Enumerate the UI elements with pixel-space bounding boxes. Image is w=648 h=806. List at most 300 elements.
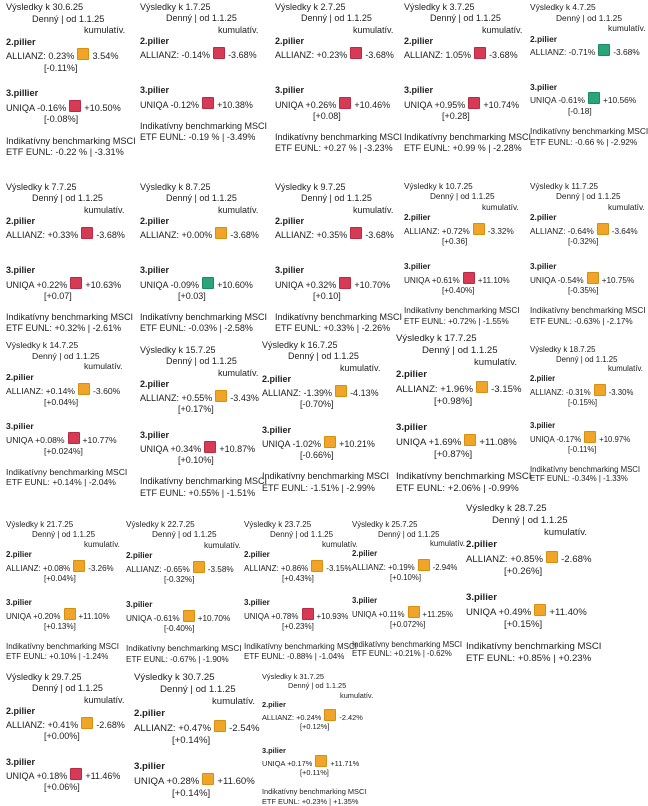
column-header [530, 192, 646, 202]
etf-values: -0.66 % | -2.92% [575, 136, 638, 147]
uniqa-label: UNIQA [126, 613, 152, 623]
allianz-label: ALLIANZ: [6, 564, 41, 573]
etf-values: -0.67% | -1.90% [170, 654, 229, 664]
allianz-row [6, 383, 127, 397]
header-separator: | [581, 192, 585, 202]
etf-values: +0.32% | -2.61% [54, 323, 122, 334]
header-cumulative: kumulatív. [482, 202, 519, 212]
spacer [404, 61, 531, 71]
benchmark-row [404, 143, 531, 154]
header-ytd: od 1.1.25 [334, 13, 372, 24]
column-header [126, 530, 242, 540]
header-daily: Denný [556, 192, 580, 202]
result-card [466, 503, 601, 665]
allianz-cumulative: -3.68% [489, 50, 518, 60]
uniqa-row [6, 277, 133, 291]
header-daily: Denný [301, 13, 328, 24]
uniqa-label: UNIQA [6, 279, 35, 290]
uniqa-diff: [+0.10%] [178, 455, 214, 465]
header-cumulative: kumulatív. [84, 361, 123, 372]
trend-square-icon [214, 720, 226, 732]
header-separator: | [455, 192, 459, 202]
pillar-2-label: 2.pilier [275, 35, 305, 46]
header-separator: | [522, 514, 525, 526]
uniqa-row [352, 606, 465, 620]
allianz-diff: [+0.10%] [390, 572, 421, 582]
uniqa-diff: [+0.10] [313, 290, 341, 301]
header-ytd: od 1.1.25 [199, 193, 237, 204]
spacer [530, 248, 646, 262]
etf-label: ETF EUNL: [275, 143, 322, 154]
header-daily: Denný [378, 529, 401, 539]
etf-values: +0.21% | -0.62% [394, 649, 452, 659]
allianz-diff: [+0.36] [442, 237, 468, 247]
trend-square-icon [546, 551, 558, 563]
uniqa-label: UNIQA [466, 606, 496, 618]
benchmark-label: Indikatívny benchmarking MSCI [352, 639, 463, 649]
card-title: Výsledky k 21.7.25 [6, 520, 74, 529]
uniqa-label: UNIQA [262, 438, 291, 449]
trend-square-icon [463, 272, 475, 284]
trend-square-icon [350, 227, 362, 239]
uniqa-daily: +0.20% [33, 612, 61, 621]
etf-label: ETF EUNL: [244, 652, 285, 661]
header-cumulative: kumulatív. [430, 539, 465, 549]
pillar-3-label: 3.pilier [6, 756, 36, 767]
header-separator: | [60, 193, 63, 204]
result-card [244, 520, 358, 662]
uniqa-row [530, 272, 646, 286]
uniqa-cumulative: +10.38% [217, 99, 253, 110]
column-header [140, 13, 267, 24]
card-title: Výsledky k 30.7.25 [134, 672, 215, 683]
benchmark-row [126, 655, 242, 665]
uniqa-cumulative: +11.60% [217, 775, 255, 787]
trend-square-icon [204, 441, 216, 453]
allianz-daily: +0.33% [47, 230, 79, 240]
etf-label: ETF EUNL: [404, 143, 451, 154]
allianz-cumulative: -3.15% [326, 564, 352, 573]
uniqa-label: UNIQA [530, 95, 557, 105]
uniqa-cumulative: +10.74% [483, 99, 520, 110]
uniqa-cumulative: +10.70% [197, 613, 231, 623]
allianz-daily: -0.71% [568, 47, 596, 57]
pillar-2-label: 2.pilier [530, 33, 557, 44]
spacer [6, 251, 133, 265]
header-separator: | [194, 13, 197, 24]
uniqa-row [6, 608, 120, 622]
trend-square-icon [315, 755, 327, 767]
header-cumulative: kumulatív. [353, 24, 394, 35]
pillar-3-label: 3.pilier [466, 591, 497, 603]
allianz-row [140, 390, 267, 404]
uniqa-daily: +0.61% [431, 275, 460, 285]
allianz-cumulative: -3.68% [96, 230, 125, 240]
header-ytd: od 1.1.25 [460, 192, 495, 202]
column-header [404, 13, 531, 24]
pillar-3-label: 3.pilier [126, 599, 153, 609]
spacer [6, 632, 120, 642]
pillar-2-label: 2.pilier [6, 705, 36, 716]
result-card [6, 520, 120, 662]
card-title: Výsledky k 16.7.25 [262, 340, 338, 350]
allianz-daily: 1.05% [445, 50, 472, 60]
spacer [275, 251, 402, 265]
spacer [530, 296, 646, 306]
uniqa-daily: +0.34% [170, 443, 202, 454]
benchmark-label: Indikatívny benchmarking MSCI [262, 471, 390, 482]
allianz-daily: -0.65% [163, 565, 190, 574]
spacer [396, 408, 531, 422]
uniqa-diff: [+0.08] [313, 110, 341, 121]
benchmark-row [466, 653, 601, 665]
trend-square-icon [302, 608, 314, 620]
uniqa-cumulative: +11.40% [549, 606, 587, 618]
uniqa-diff: [+0.87%] [434, 448, 473, 460]
pillar-2-label: 2.pilier [262, 699, 286, 709]
uniqa-daily: -0.12% [170, 99, 200, 110]
allianz-cumulative: -3.58% [207, 565, 234, 574]
allianz-daily: +0.47% [178, 722, 212, 734]
uniqa-label: UNIQA [352, 610, 377, 620]
result-card [6, 182, 133, 335]
uniqa-daily: +0.11% [378, 610, 405, 620]
column-header [6, 683, 125, 694]
pillar-3-label: 3.pilier [275, 85, 305, 96]
allianz-row [134, 720, 259, 735]
uniqa-diff: [+0.13%] [44, 622, 76, 631]
allianz-row [352, 559, 465, 573]
allianz-label: ALLIANZ: [6, 51, 46, 61]
allianz-label: ALLIANZ: [6, 385, 44, 396]
allianz-diff: [+0.00%] [44, 731, 80, 742]
uniqa-cumulative: +11.10% [78, 612, 110, 621]
allianz-daily: +0.85% [510, 553, 544, 565]
etf-values: -0.03% | -2.58% [188, 323, 253, 334]
header-separator: | [60, 683, 63, 694]
uniqa-daily: +0.17% [287, 758, 313, 768]
result-card [530, 182, 646, 327]
allianz-daily: +0.41% [47, 720, 79, 730]
etf-values: -0.19 % | -3.49% [188, 132, 256, 142]
column-header [244, 530, 358, 540]
etf-values: -0.22 % | -3.31% [55, 147, 124, 157]
pillar-2-label: 2.pilier [275, 215, 305, 226]
uniqa-diff: [+0.14%] [172, 787, 211, 799]
column-header [530, 13, 648, 24]
uniqa-row [126, 610, 242, 624]
benchmark-label: Indikatívny benchmarking MSCI [140, 312, 268, 322]
uniqa-daily: +0.08% [35, 435, 65, 446]
benchmark-row [6, 147, 136, 159]
trend-square-icon [335, 385, 347, 397]
allianz-diff: [+0.04%] [44, 574, 76, 583]
trend-square-icon [215, 390, 227, 402]
etf-values: +0.55% | -1.51% [188, 487, 256, 498]
allianz-cumulative: -3.68% [613, 47, 640, 57]
result-card [126, 520, 242, 665]
benchmark-label: Indikatívny benchmarking MSCI [404, 132, 532, 142]
header-ytd: od 1.1.25 [586, 192, 621, 202]
header-ytd: od 1.1.25 [63, 350, 100, 361]
pillar-3-label: 3.pilier [530, 81, 557, 92]
header-cumulative: kumulatív. [218, 24, 259, 35]
etf-label: ETF EUNL: [140, 487, 187, 498]
uniqa-label: UNIQA [262, 758, 285, 768]
allianz-label: ALLIANZ: [275, 230, 315, 240]
header-ytd: od 1.1.25 [299, 530, 334, 539]
result-card [352, 520, 465, 659]
benchmark-label: Indikatívny benchmarking MSCI [6, 466, 128, 477]
spacer [6, 584, 120, 598]
benchmark-row [352, 649, 465, 659]
allianz-cumulative: -3.15% [491, 383, 522, 395]
trend-square-icon [464, 434, 476, 446]
trend-square-icon [324, 436, 336, 448]
pillar-3-label: 3.pilier [140, 85, 170, 96]
header-separator: | [295, 530, 298, 539]
spacer [530, 455, 643, 465]
uniqa-cumulative: +10.75% [601, 275, 635, 285]
pillar-3-label: 3.pilier [140, 265, 170, 276]
allianz-cumulative: -3.68% [228, 50, 257, 60]
header-separator: | [61, 13, 64, 24]
card-title: Výsledky k 11.7.25 [530, 182, 599, 191]
card-title: Výsledky k 25.7.25 [352, 520, 418, 529]
header-cumulative: kumulatív. [84, 540, 120, 549]
uniqa-diff: [+0.40%] [442, 286, 475, 295]
spacer [6, 407, 127, 421]
uniqa-label: UNIQA [275, 279, 304, 290]
spacer [140, 302, 267, 312]
allianz-daily: -0.14% [181, 50, 211, 60]
etf-label: ETF EUNL: [6, 323, 53, 334]
trend-square-icon [588, 92, 600, 104]
column-header [6, 193, 133, 204]
header-daily: Denný [152, 530, 176, 540]
header-cumulative: kumulatív. [204, 540, 241, 550]
uniqa-cumulative: +11.71% [330, 758, 360, 768]
etf-values: +0.27 % | -3.23% [323, 143, 393, 154]
allianz-daily: -0.64% [567, 227, 594, 236]
header-daily: Denný [32, 683, 59, 694]
trend-square-icon [81, 227, 93, 239]
spacer [466, 631, 601, 641]
uniqa-diff: [-0.18] [568, 105, 592, 116]
etf-label: ETF EUNL: [404, 316, 446, 326]
trend-square-icon [594, 384, 606, 396]
header-daily: Denný [160, 683, 188, 695]
pillar-2-label: 2.pilier [262, 373, 292, 384]
allianz-label: ALLIANZ: [6, 230, 46, 240]
trend-square-icon [339, 97, 351, 109]
allianz-cumulative: -3.68% [230, 230, 259, 240]
spacer [140, 61, 267, 71]
trend-square-icon [64, 608, 76, 620]
header-daily: Denný [32, 350, 57, 361]
allianz-label: ALLIANZ: [275, 50, 315, 60]
etf-label: ETF EUNL: [262, 482, 309, 493]
uniqa-row [262, 755, 373, 768]
allianz-label: ALLIANZ: [140, 393, 180, 403]
allianz-label: ALLIANZ: [466, 553, 508, 565]
etf-label: ETF EUNL: [6, 477, 50, 488]
header-daily: Denný [430, 192, 454, 202]
spacer [140, 251, 267, 265]
uniqa-cumulative: +10.46% [354, 99, 391, 110]
allianz-daily: +0.72% [441, 227, 470, 236]
pillar-2-label: 2.pilier [126, 550, 153, 560]
benchmark-label: Indikatívny benchmarking MSCI [275, 312, 403, 322]
trend-square-icon [215, 227, 227, 239]
uniqa-row [6, 100, 136, 115]
uniqa-daily: -0.61% [153, 613, 180, 623]
benchmark-label: Indikatívny benchmarking MSCI [6, 135, 136, 146]
card-title: Výsledky k 31.7.25 [262, 672, 325, 681]
uniqa-row [6, 768, 125, 782]
header-cumulative: kumulatív. [212, 695, 256, 707]
trend-square-icon [584, 431, 596, 443]
card-title: Výsledky k 30.6.25 [6, 2, 84, 12]
trend-square-icon [311, 560, 323, 572]
result-card [6, 2, 136, 159]
pillar-2-label: 2.pilier [140, 215, 170, 226]
spacer [140, 241, 267, 251]
header-separator: | [582, 12, 585, 23]
allianz-label: ALLIANZ: [126, 565, 162, 574]
allianz-label: ALLIANZ: [396, 383, 438, 395]
pillar-2-label: 2.pilier [6, 36, 36, 47]
pillar-3-label: 3.pilier [396, 421, 427, 433]
uniqa-label: UNIQA [244, 612, 269, 621]
allianz-row [404, 223, 520, 237]
column-header [404, 192, 520, 202]
spacer [275, 71, 402, 85]
etf-label: ETF EUNL: [140, 323, 187, 334]
spacer [244, 584, 358, 598]
uniqa-daily: +0.95% [434, 99, 466, 110]
uniqa-daily: +0.22% [36, 279, 68, 290]
header-daily: Denný [166, 356, 193, 367]
etf-values: -0.34% | -1.33% [572, 474, 628, 484]
allianz-diff: [+0.26%] [504, 565, 543, 577]
uniqa-cumulative: +10.70% [354, 279, 391, 290]
benchmark-row [404, 317, 520, 327]
header-separator: | [194, 193, 197, 204]
uniqa-cumulative: +10.93% [316, 612, 349, 621]
spacer [275, 302, 402, 312]
spacer [275, 122, 402, 132]
benchmark-row [275, 143, 402, 154]
benchmark-label: Indikatívny benchmarking MSCI [466, 640, 602, 652]
trend-square-icon [183, 610, 195, 622]
spacer [262, 411, 389, 425]
uniqa-label: UNIQA [140, 443, 169, 454]
allianz-row [404, 47, 531, 61]
allianz-daily: +0.19% [387, 562, 415, 572]
uniqa-diff: [+0.03] [178, 290, 206, 301]
header-daily: Denný [430, 13, 457, 24]
uniqa-label: UNIQA [404, 99, 433, 110]
uniqa-diff: [+0.06%] [44, 782, 80, 792]
uniqa-label: UNIQA [530, 435, 555, 445]
column-header [6, 14, 136, 26]
benchmark-label: Indikatívny benchmarking MSCI [530, 306, 646, 316]
column-header [262, 681, 373, 690]
uniqa-label: UNIQA [404, 275, 430, 285]
allianz-row [126, 561, 242, 575]
pillar-2-label: 2.pilier [396, 368, 427, 380]
uniqa-label: UNIQA [140, 99, 169, 110]
column-header [530, 355, 643, 365]
header-separator: | [329, 193, 332, 204]
allianz-cumulative: -3.68% [365, 230, 394, 240]
uniqa-cumulative: +10.63% [85, 279, 122, 290]
uniqa-diff: [+0.11%] [300, 768, 329, 777]
result-card [530, 345, 643, 484]
header-daily: Denný [288, 351, 315, 362]
pillar-3-label: 3.pilier [530, 261, 557, 271]
allianz-row [275, 47, 402, 61]
benchmark-label: Indikatívny benchmarking MSCI [396, 470, 532, 482]
allianz-daily: +0.55% [181, 393, 213, 403]
uniqa-label: UNIQA [6, 435, 33, 446]
uniqa-daily: -0.54% [557, 275, 584, 285]
result-card [140, 345, 267, 499]
etf-values: -0.88% | -1.04% [287, 652, 345, 661]
trend-square-icon [418, 559, 430, 571]
uniqa-label: UNIQA [6, 770, 35, 781]
header-ytd: od 1.1.25 [406, 529, 440, 539]
spacer [404, 296, 520, 306]
benchmark-row [140, 132, 267, 143]
allianz-row [262, 709, 373, 722]
allianz-row [140, 47, 267, 61]
header-separator: | [329, 13, 332, 24]
trend-square-icon [68, 432, 80, 444]
header-separator: | [177, 530, 181, 540]
header-daily: Denný [556, 354, 579, 364]
header-ytd: od 1.1.25 [61, 530, 96, 539]
result-card [6, 340, 127, 488]
header-cumulative: kumulatív. [322, 540, 358, 549]
header-ytd: od 1.1.25 [199, 356, 237, 367]
etf-values: -1.51% | -2.99% [310, 482, 375, 493]
uniqa-diff: [-0.66%] [300, 450, 334, 460]
card-title: Výsledky k 17.7.25 [396, 333, 477, 344]
benchmark-label: Indikatívny benchmarking MSCI [126, 644, 242, 654]
pillar-3-label: 3.pilier [352, 596, 378, 606]
card-title: Výsledky k 28.7.25 [466, 503, 547, 514]
etf-values: +0.14% | -2.04% [52, 477, 116, 488]
header-separator: | [311, 681, 314, 691]
trend-square-icon [69, 100, 81, 112]
result-card [134, 672, 259, 800]
header-ytd: od 1.1.25 [65, 193, 103, 204]
pillar-2-label: 2.pilier [140, 35, 170, 46]
uniqa-cumulative: +11.08% [479, 436, 517, 448]
etf-label: ETF EUNL: [275, 323, 322, 334]
header-daily: Denný [32, 530, 56, 539]
pillar-2-label: 2.pilier [530, 212, 557, 222]
uniqa-row [6, 432, 127, 446]
uniqa-diff: [+0.15%] [504, 618, 543, 630]
uniqa-diff: [+0.024%] [44, 445, 83, 456]
benchmark-row [140, 323, 267, 334]
etf-values: +0.85% | +0.23% [517, 652, 592, 664]
trend-square-icon [350, 47, 362, 59]
spacer [352, 582, 465, 596]
